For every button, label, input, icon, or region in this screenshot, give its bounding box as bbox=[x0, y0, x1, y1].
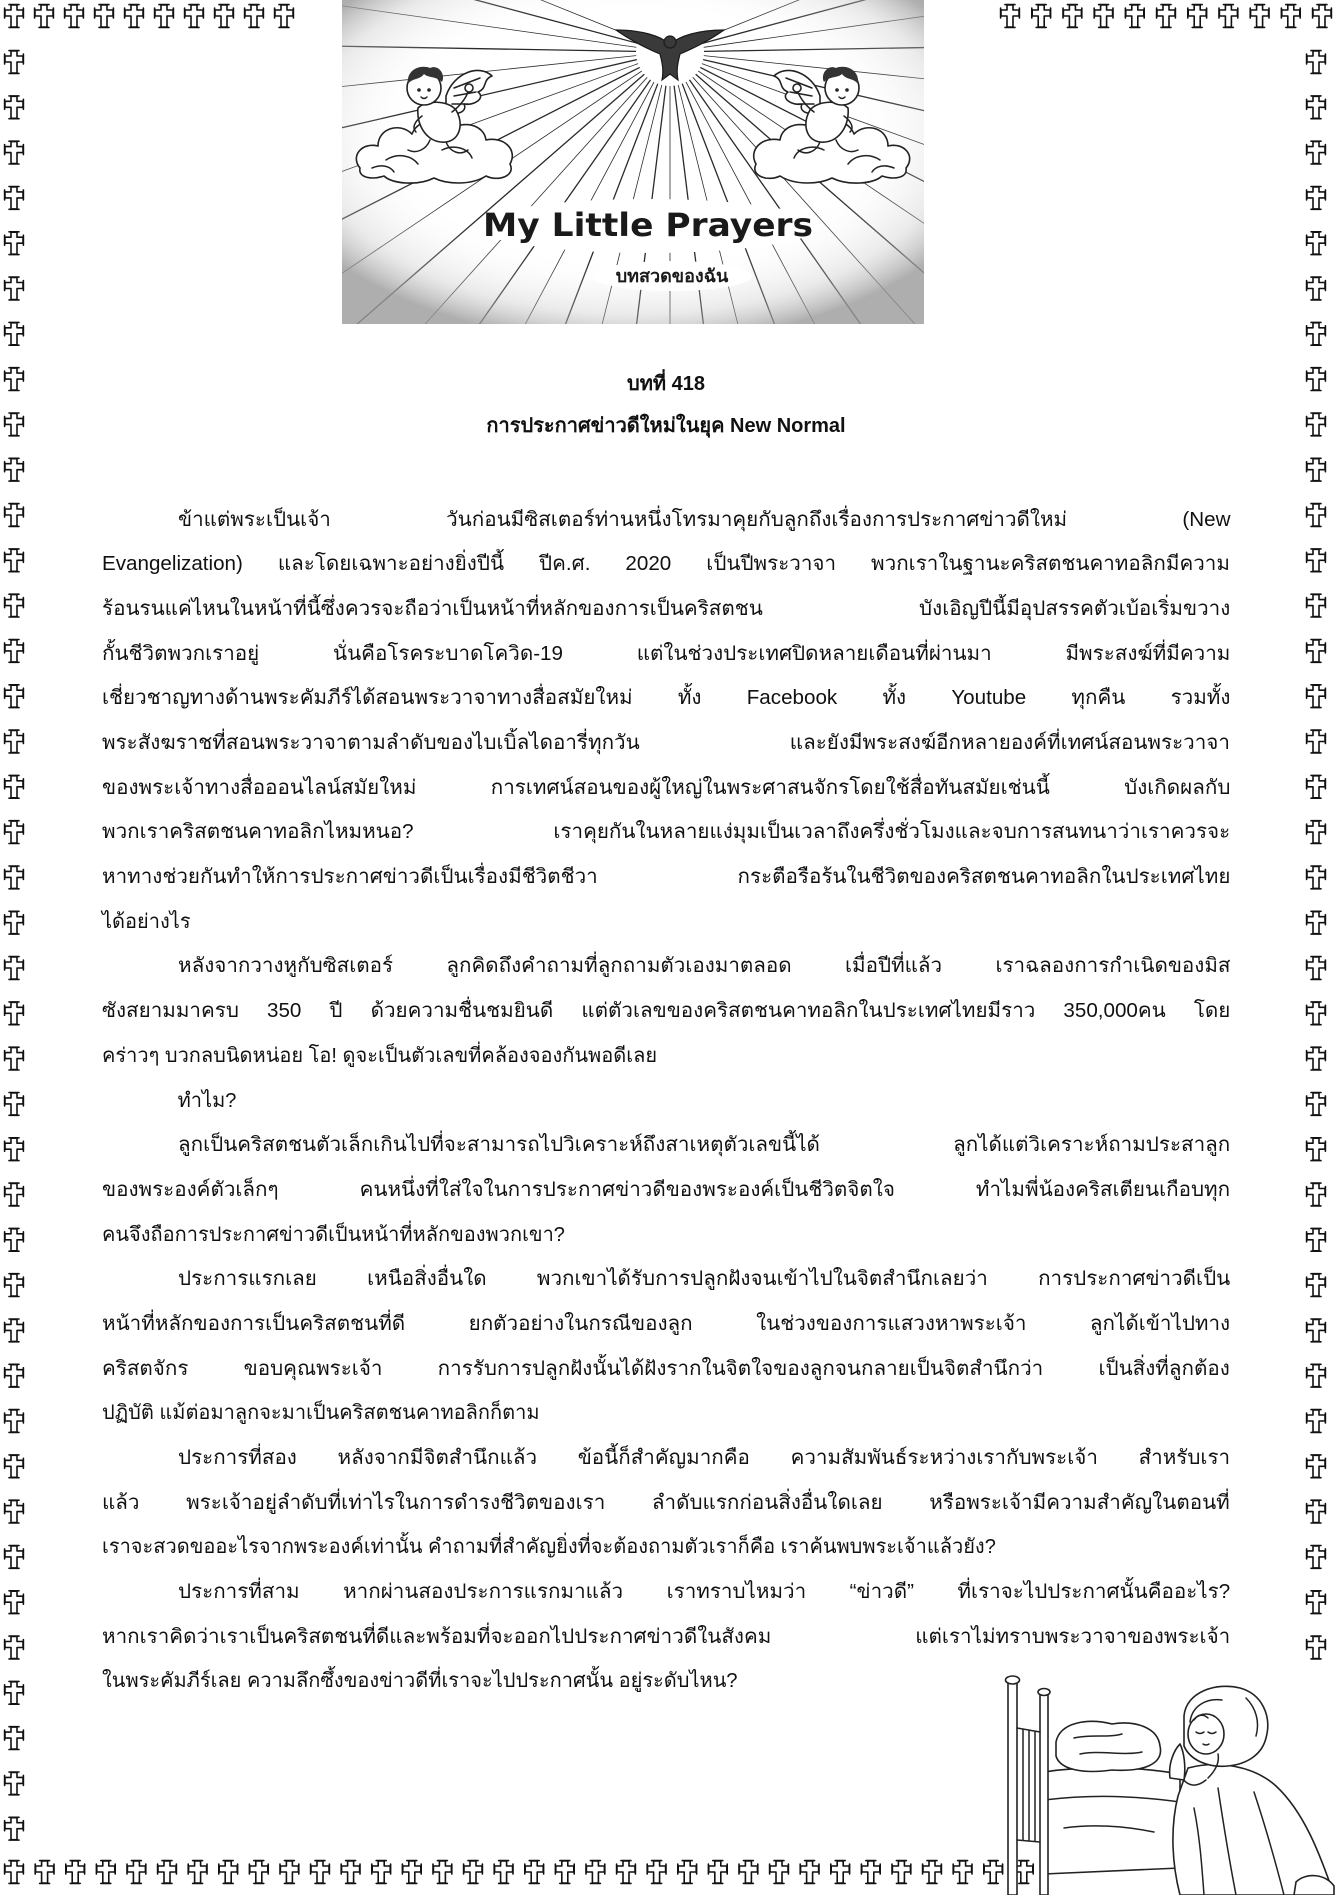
cross-icon bbox=[5, 1183, 24, 1206]
cross-icon bbox=[1281, 5, 1300, 28]
text-line: คนจึงถือการประกาศข่าวดีเป็นหน้าที่หลักของพวกเขา? bbox=[102, 1223, 565, 1246]
cross-icon bbox=[275, 5, 294, 28]
cross-icon bbox=[5, 1772, 24, 1795]
cross-icon bbox=[464, 1861, 483, 1884]
cross-icon bbox=[1307, 775, 1326, 798]
text-line: คริสตจักร ขอบคุณพระเจ้า การรับการปลูกฝังนั้นได้ฝังรากในจิตใจของลูกจนกลายเป็นจิตสำนึกว่า เป็นสิ่งที่ลูกต้อง bbox=[102, 1357, 1230, 1380]
cross-icon bbox=[5, 640, 24, 663]
cross-icon bbox=[5, 1591, 24, 1614]
cross-icon bbox=[5, 1546, 24, 1569]
cross-icon bbox=[1307, 1500, 1326, 1523]
text-line: ของพระองค์ตัวเล็กๆ คนหนึ่งที่ใส่ใจในการประกาศข่าวดีของพระองค์เป็นชีวิตจิตใจ ทำไมพี่น้องคริสเตียนเกือบทุก bbox=[102, 1178, 1231, 1201]
cross-icon bbox=[1307, 322, 1326, 345]
text-line: แล้ว พระเจ้าอยู่ลำดับที่เท่าไรในการดำรงชีวิตของเรา ลำดับแรกก่อนสิ่งอื่นใดเลย หรือพระเจ้ามีความสำคัญในตอนที่ bbox=[102, 1491, 1230, 1514]
cross-icon bbox=[219, 1861, 238, 1884]
cross-icon bbox=[155, 5, 174, 28]
cross-icon bbox=[5, 1364, 24, 1387]
cross-icon bbox=[1188, 5, 1207, 28]
cross-icon bbox=[402, 1861, 421, 1884]
cross-icon bbox=[1307, 277, 1326, 300]
cross-icon bbox=[5, 368, 24, 391]
text-line: หลังจากวางหูกับซิสเตอร์ ลูกคิดถึงคำถามที่ลูกถามตัวเองมาตลอด เมื่อปีที่แล้ว เราฉลองการกำเนิดของมิส bbox=[177, 955, 1231, 978]
text-line: หากเราคิดว่าเราเป็นคริสตชนที่ดีและพร้อมที่จะออกไปประกาศข่าวดีในสังคม แต่เราไม่ทราบพระวาจาของพระเจ้า bbox=[102, 1625, 1231, 1648]
cross-icon bbox=[984, 1861, 1003, 1884]
praying-child-illustration bbox=[1004, 1668, 1339, 1895]
cross-icon bbox=[525, 1861, 544, 1884]
cross-icon bbox=[861, 1861, 880, 1884]
text-line: ข้าแต่พระเป็นเจ้า วันก่อนมีซิสเตอร์ท่านหนึ่งโทรมาคุยกับลูกถึงเรื่องการประกาศข่าวดีใหม่ (New bbox=[177, 508, 1231, 531]
cross-icon bbox=[1307, 1319, 1326, 1342]
cross-icon bbox=[1307, 957, 1326, 980]
text-line: พวกเราคริสตชนคาทอลิกไหมหนอ? เราคุยกันในหลายแง่มุมเป็นเวลาถึงครึ่งชั่วโมงและจบการสนทนาว่าเราควรจะ bbox=[102, 821, 1231, 844]
cross-icon bbox=[5, 1093, 24, 1116]
cross-icon bbox=[5, 1817, 24, 1840]
cross-icon bbox=[1250, 5, 1269, 28]
cross-icon bbox=[1307, 730, 1326, 753]
cross-icon bbox=[5, 1500, 24, 1523]
text-line: ได้อย่างไร bbox=[102, 910, 191, 933]
cross-icon bbox=[127, 1861, 146, 1884]
text-line: ของพระเจ้าทางสื่อออนไลน์สมัยใหม่ การเทศน์สอนของผู้ใหญ่ในพระศาสนจักรโดยใช้สื่อทันสมัยเช่นนี้ บังเกิดผลกับ bbox=[102, 776, 1231, 799]
cross-icon bbox=[1307, 1228, 1326, 1251]
text-line: ซังสยามมาครบ 350 ปี ด้วยความชื่นชมยินดี แต่ตัวเลขของคริสตชนคาทอลิกในประเทศไทยมีราว 350,000คน โดย bbox=[102, 1000, 1231, 1023]
cross-icon bbox=[1307, 1455, 1326, 1478]
text-line: หาทางช่วยกันทำให้การประกาศข่าวดีเป็นเรื่องมีชีวิตชีวา กระตือรือร้นในชีวิตของคริสตชนคาทอลิกในประเทศไทย bbox=[102, 866, 1231, 889]
cross-icon bbox=[96, 1861, 115, 1884]
cross-icon bbox=[35, 5, 54, 28]
logo-title: My Little Prayers bbox=[483, 206, 813, 244]
cross-icon bbox=[1307, 1047, 1326, 1070]
cross-icon bbox=[5, 1228, 24, 1251]
text-line: กั้นชีวิตพวกเราอยู่ นั่นคือโรคระบาดโควิด-19 แต่ในช่วงประเทศปิดหลายเดือนที่ผ่านมา มีพระสงฆ์ที่มีความ bbox=[102, 642, 1231, 665]
cross-icon bbox=[1313, 5, 1332, 28]
cross-icon bbox=[158, 1861, 177, 1884]
cross-icon bbox=[5, 232, 24, 255]
cross-icon bbox=[433, 1861, 452, 1884]
cross-icon bbox=[280, 1861, 299, 1884]
cross-icon bbox=[5, 141, 24, 164]
cross-icon bbox=[5, 685, 24, 708]
cross-icon bbox=[1157, 5, 1176, 28]
cross-icon bbox=[1307, 549, 1326, 572]
cross-icon bbox=[647, 1861, 666, 1884]
cross-icon bbox=[1307, 413, 1326, 436]
cross-icon bbox=[1307, 141, 1326, 164]
cross-icon bbox=[5, 458, 24, 481]
cross-icon bbox=[1219, 5, 1238, 28]
text-line: ลูกเป็นคริสตชนตัวเล็กเกินไปที่จะสามารถไปวิเคราะห์ถึงสาเหตุตัวเลขนี้ได้ ลูกได้แต่วิเคราะห์ถามประสาลูก bbox=[177, 1134, 1230, 1157]
cross-icon bbox=[1094, 5, 1113, 28]
cross-icon bbox=[892, 1861, 911, 1884]
cross-icon bbox=[1307, 1636, 1326, 1659]
cross-icon bbox=[5, 5, 24, 28]
chapter-title: การประกาศข่าวดีใหม่ในยุค New Normal bbox=[486, 415, 846, 437]
cross-icon bbox=[5, 187, 24, 210]
cross-icon bbox=[1307, 232, 1326, 255]
cross-icon bbox=[125, 5, 144, 28]
cross-icon bbox=[215, 5, 234, 28]
text-line: ทำไม? bbox=[177, 1089, 237, 1112]
cross-icon bbox=[5, 1455, 24, 1478]
text-line: ประการที่สอง หลังจากมีจิตสำนึกแล้ว ข้อนี้ก็สำคัญมากคือ ความสัมพันธ์ระหว่างเรากับพระเจ้า สำหรับเรา bbox=[177, 1447, 1230, 1470]
cross-icon bbox=[5, 594, 24, 617]
paragraph bbox=[102, 1257, 1230, 1436]
text-line: Evangelization) และโดยเฉพาะอย่างยิ่งปีนี้ ปีค.ศ. 2020 เป็นปีพระวาจา พวกเราในฐานะคริสตชนคาทอลิกมีความ bbox=[102, 553, 1230, 576]
cross-icon bbox=[1307, 640, 1326, 663]
text-line: ประการแรกเลย เหนือสิ่งอื่นใด พวกเขาได้รับการปลูกฝังจนเข้าไปในจิตสำนึกเลยว่า การประกาศข่าวดีเป็น bbox=[177, 1268, 1230, 1291]
paragraph bbox=[102, 1123, 1230, 1257]
cross-icon bbox=[5, 549, 24, 572]
cross-icon bbox=[5, 1681, 24, 1704]
cross-icon bbox=[5, 957, 24, 980]
cross-icon bbox=[5, 96, 24, 119]
cross-icon bbox=[66, 1861, 85, 1884]
cross-icon bbox=[1001, 5, 1020, 28]
cross-icon bbox=[1307, 1002, 1326, 1025]
cross-icon bbox=[245, 5, 264, 28]
cross-icon bbox=[494, 1861, 513, 1884]
cross-icon bbox=[1063, 5, 1082, 28]
cross-icon bbox=[5, 51, 24, 74]
cross-icon bbox=[1307, 458, 1326, 481]
cross-icon bbox=[1307, 504, 1326, 527]
cross-icon bbox=[678, 1861, 697, 1884]
cross-icon bbox=[586, 1861, 605, 1884]
cross-icon bbox=[1307, 866, 1326, 889]
chapter-number: บทที่ 418 bbox=[627, 373, 705, 395]
text-line: พระสังฆราชที่สอนพระวาจาตามลำดับของไบเบิ้ลไดอารี่ทุกวัน และยังมีพระสงฆ์อีกหลายองค์ที่เทศน์สอนพระวาจา bbox=[102, 732, 1230, 755]
cross-icon bbox=[770, 1861, 789, 1884]
cross-icon bbox=[923, 1861, 942, 1884]
cross-icon bbox=[1307, 685, 1326, 708]
cross-icon bbox=[5, 1410, 24, 1433]
logo-subtitle: บทสวดของฉัน bbox=[615, 266, 729, 287]
paragraph bbox=[102, 1079, 1230, 1124]
paragraph bbox=[102, 1436, 1230, 1570]
text-line: คร่าวๆ บวกลบนิดหน่อย โอ! ดูจะเป็นตัวเลขที่คล้องจองกันพอดีเลย bbox=[102, 1044, 658, 1067]
cross-icon bbox=[185, 5, 204, 28]
paragraph bbox=[102, 498, 1230, 945]
cross-icon bbox=[831, 1861, 850, 1884]
text-line: เชี่ยวชาญทางด้านพระคัมภีร์ได้สอนพระวาจาทางสื่อสมัยใหม่ ทั้ง Facebook ทั้ง Youtube ทุกคืน รวมทั้ง bbox=[102, 687, 1231, 710]
cross-icon bbox=[35, 1861, 54, 1884]
text-line: ประการที่สาม หากผ่านสองประการแรกมาแล้ว เราทราบไหมว่า “ข่าวดี” ที่เราจะไปประกาศนั้นคืออะไร? bbox=[177, 1581, 1230, 1604]
cross-icon bbox=[5, 1319, 24, 1342]
cross-icon bbox=[1307, 1093, 1326, 1116]
cross-icon bbox=[1307, 96, 1326, 119]
cross-icon bbox=[800, 1861, 819, 1884]
cross-icon bbox=[5, 504, 24, 527]
cross-icon bbox=[5, 1047, 24, 1070]
cross-icon bbox=[372, 1861, 391, 1884]
cross-icon bbox=[5, 821, 24, 844]
cross-icon bbox=[1307, 1183, 1326, 1206]
cross-icon bbox=[1307, 1274, 1326, 1297]
cross-icon bbox=[5, 1727, 24, 1750]
cross-icon bbox=[95, 5, 114, 28]
cross-icon bbox=[1125, 5, 1144, 28]
praying-girl-illustration bbox=[1170, 1686, 1334, 1895]
cross-icon bbox=[5, 1002, 24, 1025]
cross-icon bbox=[555, 1861, 574, 1884]
text-line: ปฏิบัติ แม้ต่อมาลูกจะมาเป็นคริสตชนคาทอลิกก็ตาม bbox=[102, 1402, 540, 1425]
cross-icon bbox=[1307, 51, 1326, 74]
cross-icon bbox=[65, 5, 84, 28]
cross-icon bbox=[1307, 594, 1326, 617]
bed-illustration bbox=[1006, 1676, 1181, 1895]
cross-icon bbox=[5, 730, 24, 753]
cross-icon bbox=[1307, 368, 1326, 391]
cross-icon bbox=[1307, 1546, 1326, 1569]
cross-icon bbox=[5, 1636, 24, 1659]
header-illustration bbox=[342, 0, 924, 324]
cross-icon bbox=[739, 1861, 758, 1884]
cross-icon bbox=[5, 775, 24, 798]
text-line: ในพระคัมภีร์เลย ความลึกซึ้งของข่าวดีที่เราจะไปประกาศนั้น อยู่ระดับไหน? bbox=[102, 1670, 738, 1693]
cross-icon bbox=[617, 1861, 636, 1884]
text-line: ร้อนรนแค่ไหนในหน้าที่นี้ซึ่งควรจะถือว่าเป็นหน้าที่หลักของการเป็นคริสตชน บังเอิญปีนี้มีอุปสรรคตัวเบ้อเริ่มขวาง bbox=[102, 597, 1231, 620]
cross-icon bbox=[5, 1138, 24, 1161]
chapter-heading bbox=[102, 363, 1230, 447]
text-line: เราจะสวดขออะไรจากพระองค์เท่านั้น คำถามที่สำคัญยิ่งที่จะต้องถามตัวเราก็คือ เราค้นพบพระเจ้าแล้วยัง? bbox=[102, 1536, 996, 1559]
cross-icon bbox=[1307, 1410, 1326, 1433]
cross-icon bbox=[5, 277, 24, 300]
cross-icon bbox=[5, 413, 24, 436]
cross-icon bbox=[953, 1861, 972, 1884]
cross-icon bbox=[5, 866, 24, 889]
cross-icon bbox=[1307, 1591, 1326, 1614]
cross-icon bbox=[5, 322, 24, 345]
cross-icon bbox=[5, 911, 24, 934]
cross-icon bbox=[1307, 187, 1326, 210]
cross-icon bbox=[341, 1861, 360, 1884]
cross-icon bbox=[1307, 821, 1326, 844]
cross-icon bbox=[1032, 5, 1051, 28]
text-line: หน้าที่หลักของการเป็นคริสตชนที่ดี ยกตัวอย่างในกรณีของลูก ในช่วงของการแสวงหาพระเจ้า ลูกได้เข้าไปทาง bbox=[102, 1312, 1231, 1335]
paragraph bbox=[102, 944, 1230, 1078]
cross-icon bbox=[1307, 1364, 1326, 1387]
cross-icon bbox=[5, 1861, 24, 1884]
cross-icon bbox=[5, 1274, 24, 1297]
cross-icon bbox=[708, 1861, 727, 1884]
cross-icon bbox=[188, 1861, 207, 1884]
article-body bbox=[102, 498, 1230, 1705]
cross-icon bbox=[1307, 911, 1326, 934]
cross-icon bbox=[311, 1861, 330, 1884]
cross-icon bbox=[249, 1861, 268, 1884]
cross-icon bbox=[1307, 1138, 1326, 1161]
